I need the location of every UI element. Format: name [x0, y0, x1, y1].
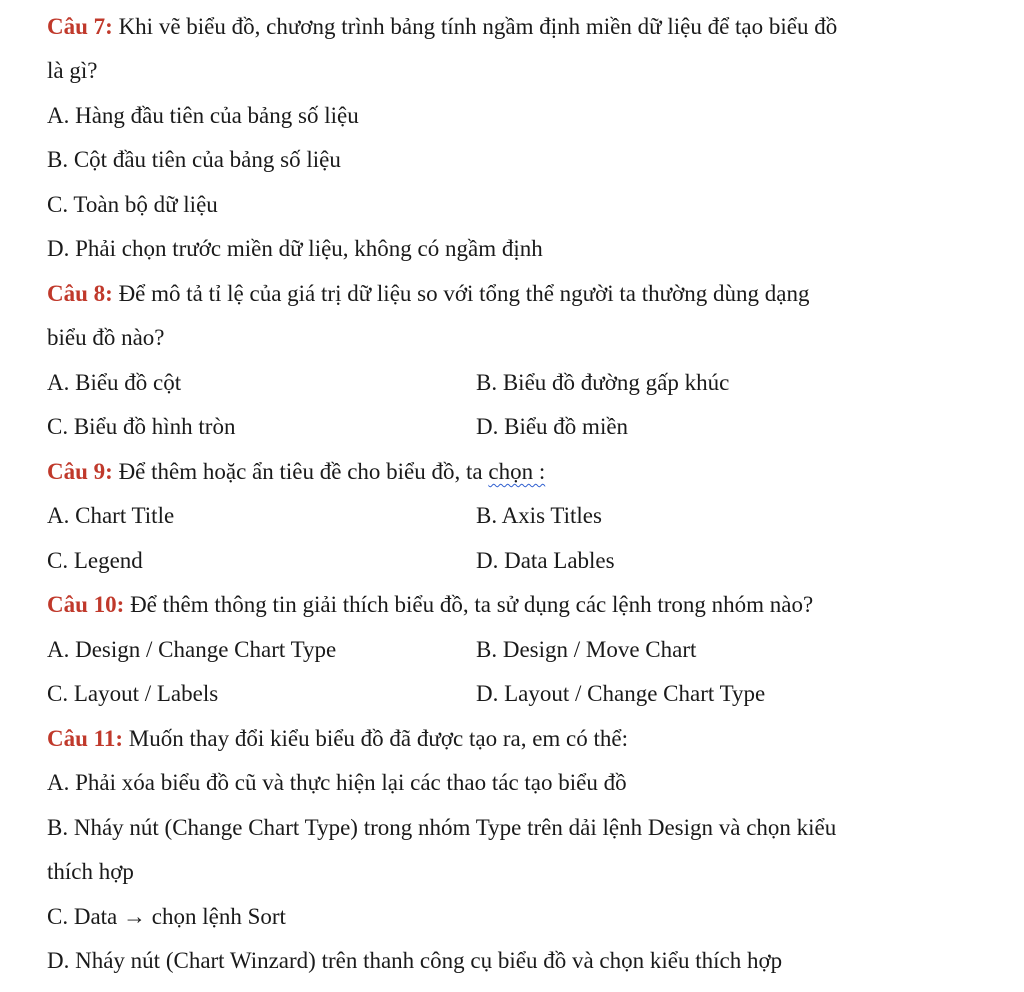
- question-11-option-d: D. Nháy nút (Chart Winzard) trên thanh công cụ biểu đồ và chọn kiểu thích hợp: [47, 948, 783, 973]
- question-11-option-b-continued: thích hợp: [47, 859, 134, 884]
- question-9-text: Để thêm hoặc ẩn tiêu đề cho biểu đồ, ta: [112, 459, 489, 484]
- question-10-option-b: B. Design / Move Chart: [476, 637, 697, 662]
- question-9-heading: [47, 457, 545, 487]
- question-11-label: Câu 11:: [47, 726, 124, 751]
- question-7-heading: [47, 12, 837, 42]
- question-11-option-a: A. Phải xóa biểu đồ cũ và thực hiện lại các thao tác tạo biểu đồ: [47, 770, 627, 795]
- question-9-option-b: B. Axis Titles: [476, 503, 602, 528]
- question-11-heading: [47, 724, 628, 754]
- question-9-label: Câu 9:: [47, 459, 113, 484]
- question-11-text: Muốn thay đổi kiểu biểu đồ đã được tạo ra, em có thể:: [123, 726, 628, 751]
- question-7-text-continued: là gì?: [47, 58, 98, 83]
- question-8-heading: [47, 279, 810, 309]
- question-10-option-d: D. Layout / Change Chart Type: [476, 681, 766, 706]
- question-10-option-c: C. Layout / Labels: [47, 681, 219, 706]
- question-11-option-c: C. Data → chọn lệnh Sort: [47, 904, 286, 929]
- question-10-heading: [47, 590, 813, 620]
- question-8-option-b: B. Biểu đồ đường gấp khúc: [476, 370, 730, 395]
- question-9-option-d: D. Data Lables: [476, 548, 615, 573]
- question-8-option-c: C. Biểu đồ hình tròn: [47, 414, 236, 439]
- question-8-text-continued: biểu đồ nào?: [47, 325, 165, 350]
- question-8-option-a: A. Biểu đồ cột: [47, 370, 182, 395]
- question-7-option-d: D. Phải chọn trước miền dữ liệu, không có ngầm định: [47, 236, 543, 261]
- question-11-option-b: B. Nháy nút (Change Chart Type) trong nhóm Type trên dải lệnh Design và chọn kiểu: [47, 815, 837, 840]
- question-9-option-c: C. Legend: [47, 548, 143, 573]
- question-10-label: Câu 10:: [47, 592, 125, 617]
- question-8-label: Câu 8:: [47, 281, 113, 306]
- question-7-option-c: C. Toàn bộ dữ liệu: [47, 192, 218, 217]
- question-7-option-a: A. Hàng đầu tiên của bảng số liệu: [47, 103, 359, 128]
- question-8-option-d: D. Biểu đồ miền: [476, 414, 629, 439]
- question-8-text: Để mô tả tỉ lệ của giá trị dữ liệu so với tổng thể người ta thường dùng dạng: [112, 281, 810, 306]
- question-7-option-b: B. Cột đầu tiên của bảng số liệu: [47, 147, 341, 172]
- question-7-text: Khi vẽ biểu đồ, chương trình bảng tính ngầm định miền dữ liệu để tạo biểu đồ: [112, 14, 838, 39]
- question-10-text: Để thêm thông tin giải thích biểu đồ, ta sử dụng các lệnh trong nhóm nào?: [124, 592, 814, 617]
- question-10-option-a: A. Design / Change Chart Type: [47, 637, 337, 662]
- question-7-label: Câu 7:: [47, 14, 113, 39]
- spellcheck-flagged-word: chọn :: [488, 459, 546, 484]
- question-9-option-a: A. Chart Title: [47, 503, 175, 528]
